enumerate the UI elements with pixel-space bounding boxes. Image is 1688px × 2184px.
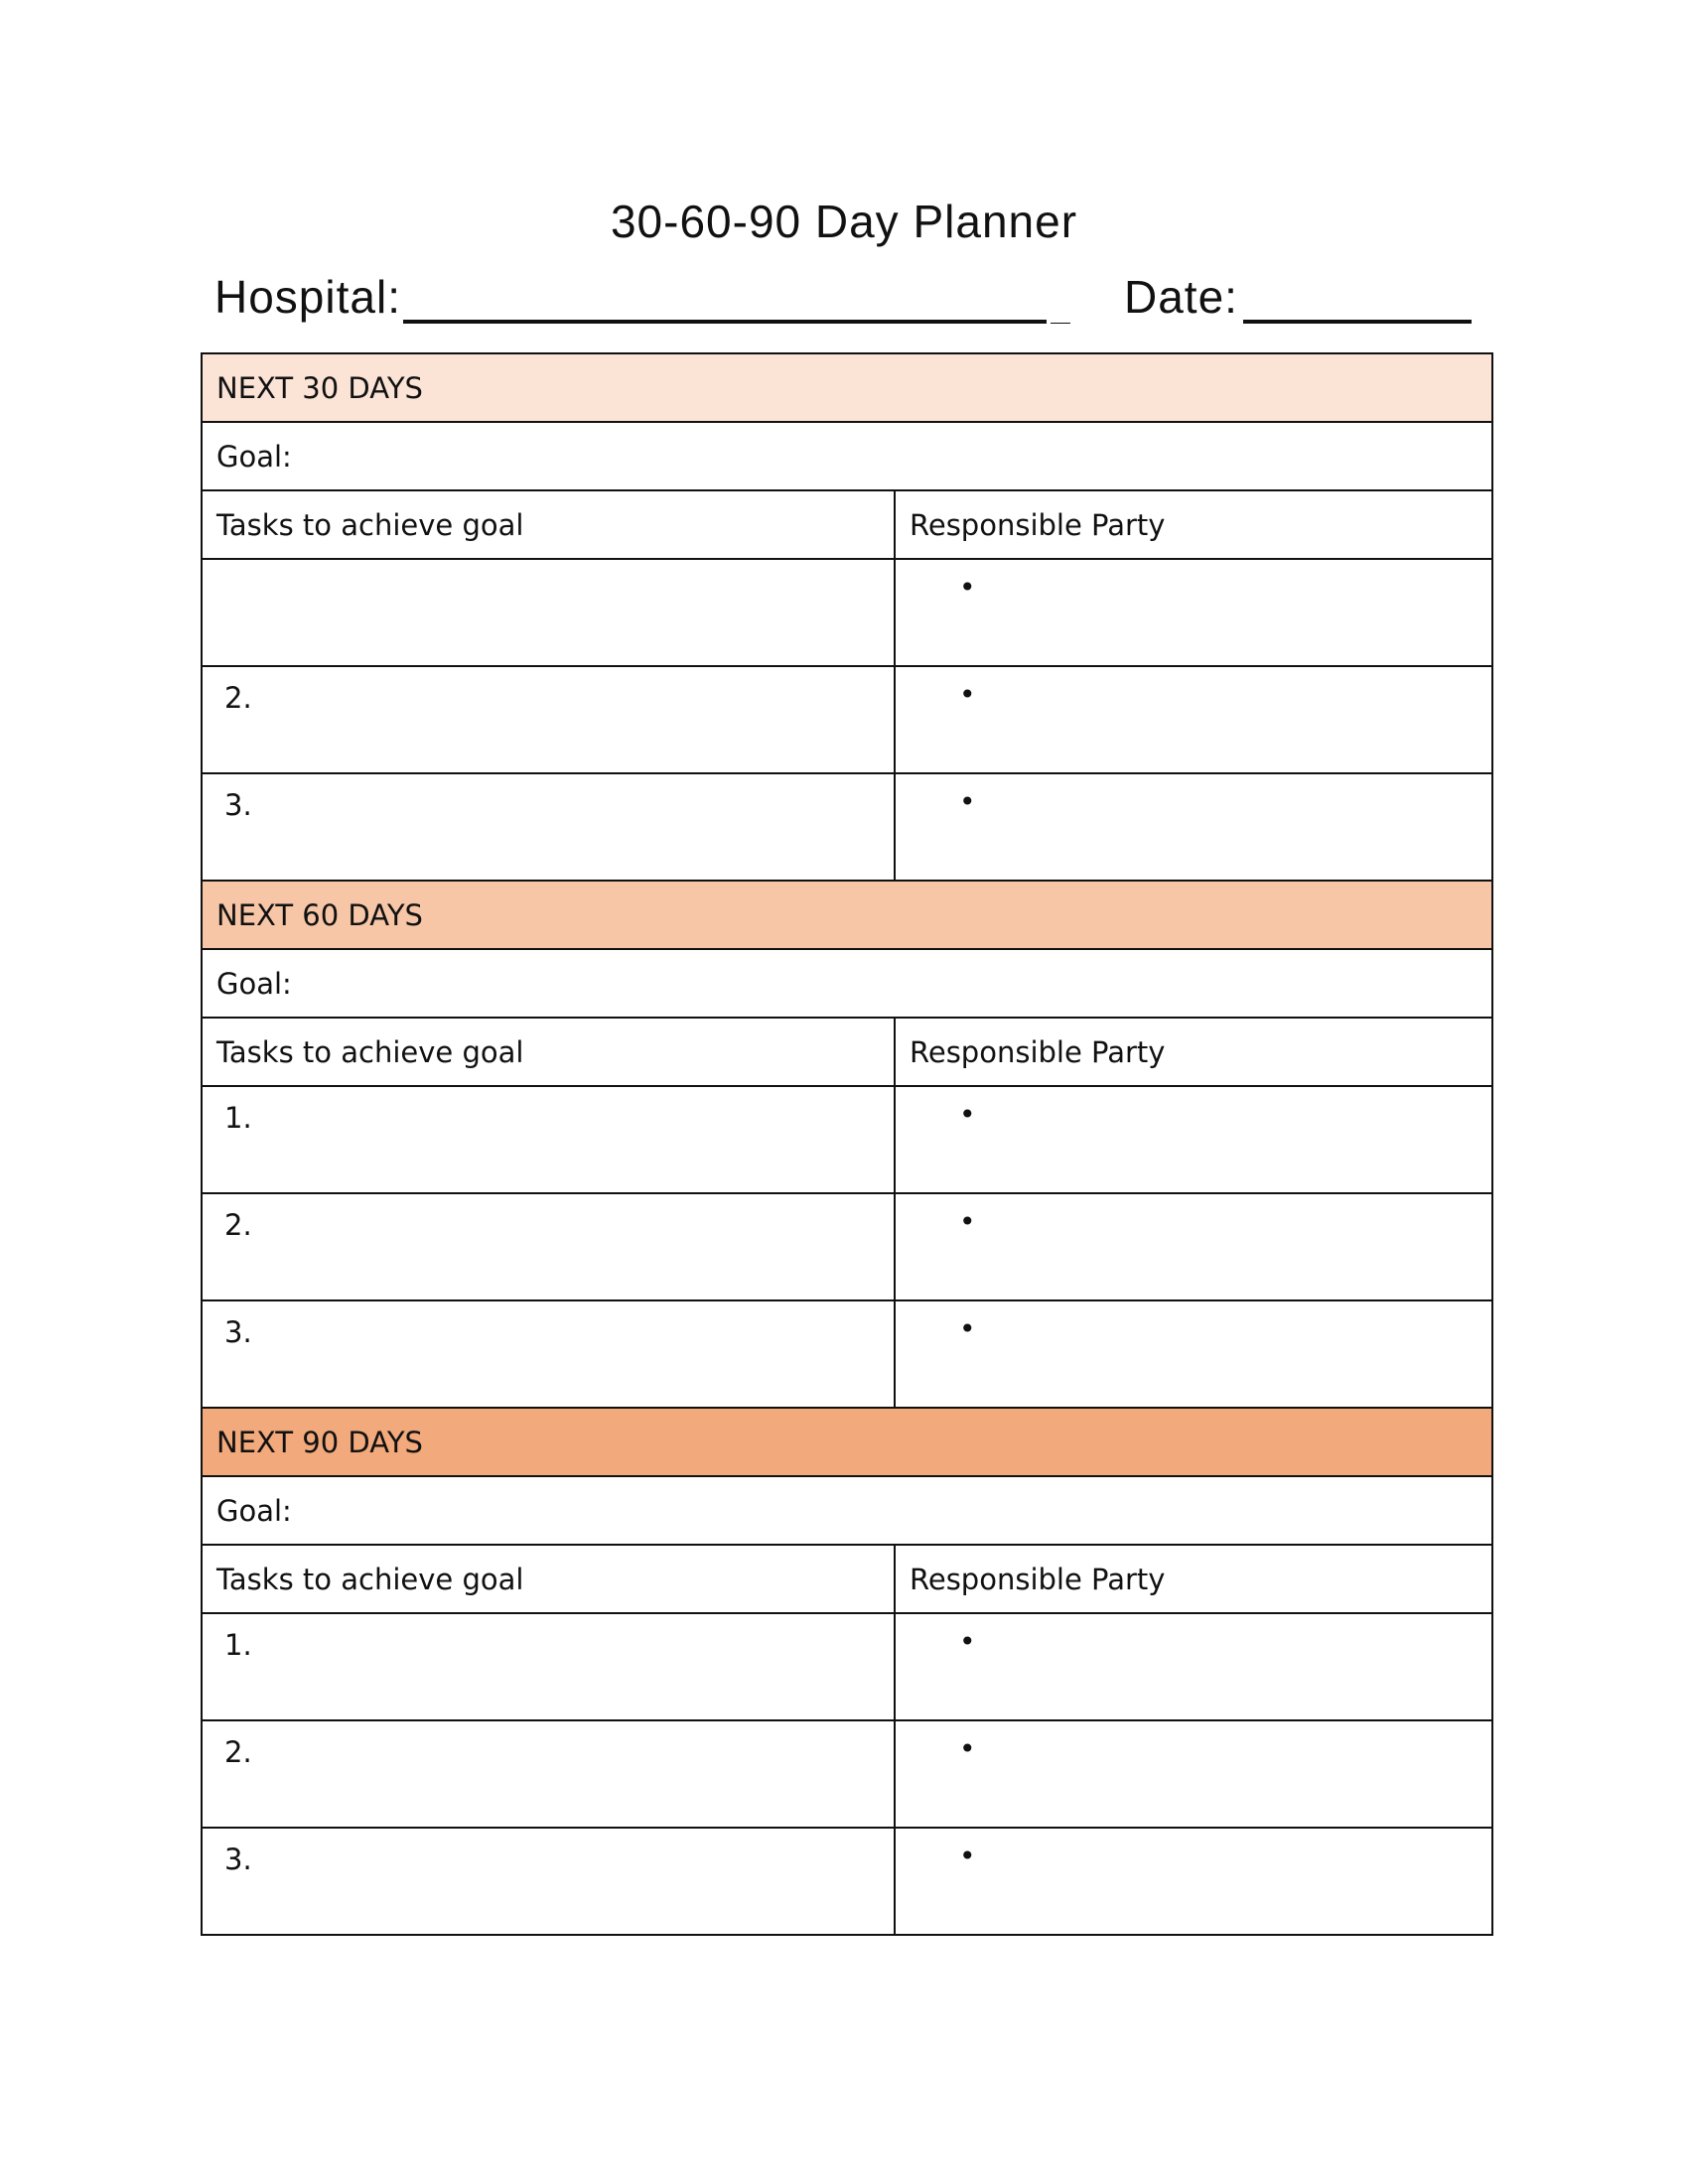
tasks-header: Tasks to achieve goal: [202, 1545, 895, 1613]
hospital-field-tail: [1051, 323, 1070, 324]
tasks-header-row: [202, 1545, 1492, 1613]
task-number: 2.: [224, 681, 252, 715]
bullet-icon: •: [959, 1205, 976, 1238]
task-row: [202, 1720, 1492, 1828]
date-label: Date:: [1124, 271, 1238, 323]
task-number: 3.: [224, 1843, 252, 1876]
task-cell[interactable]: [202, 1086, 895, 1193]
bullet-icon: •: [959, 1625, 976, 1658]
party-cell[interactable]: [895, 1720, 1492, 1828]
section-title: NEXT 90 DAYS: [202, 1408, 1492, 1476]
bullet-icon: •: [959, 1312, 976, 1345]
task-row: [202, 1828, 1492, 1935]
tasks-header: Tasks to achieve goal: [202, 1018, 895, 1086]
tasks-header-row: [202, 1018, 1492, 1086]
section-header-90: [202, 1408, 1492, 1476]
hospital-label: Hospital:: [214, 271, 401, 323]
tasks-header-row: [202, 490, 1492, 559]
party-cell[interactable]: [895, 1300, 1492, 1408]
bullet-icon: •: [959, 1840, 976, 1872]
bullet-icon: •: [959, 571, 976, 604]
task-number: 2.: [224, 1735, 252, 1769]
task-row: [202, 559, 1492, 666]
party-cell[interactable]: [895, 1613, 1492, 1720]
task-cell[interactable]: [202, 559, 895, 666]
party-cell[interactable]: [895, 1086, 1492, 1193]
task-cell[interactable]: [202, 1193, 895, 1300]
bullet-icon: •: [959, 1732, 976, 1765]
bullet-icon: •: [959, 785, 976, 818]
section-header-30: [202, 353, 1492, 422]
task-cell[interactable]: [202, 773, 895, 881]
page-title: 30-60-90 Day Planner: [610, 196, 1078, 247]
planner-table: [201, 352, 1493, 1936]
party-header: Responsible Party: [895, 490, 1492, 559]
party-cell[interactable]: [895, 773, 1492, 881]
bullet-icon: •: [959, 1098, 976, 1131]
task-cell[interactable]: [202, 1828, 895, 1935]
goal-field[interactable]: Goal:: [202, 1476, 1492, 1545]
party-cell[interactable]: [895, 1828, 1492, 1935]
party-cell[interactable]: [895, 666, 1492, 773]
party-header: Responsible Party: [895, 1545, 1492, 1613]
task-cell[interactable]: [202, 1300, 895, 1408]
goal-row: [202, 1476, 1492, 1545]
goal-field[interactable]: Goal:: [202, 422, 1492, 490]
goal-row: [202, 422, 1492, 490]
party-cell[interactable]: [895, 1193, 1492, 1300]
section-title: NEXT 60 DAYS: [202, 881, 1492, 949]
task-number: 3.: [224, 1315, 252, 1349]
task-row: [202, 1193, 1492, 1300]
goal-field[interactable]: Goal:: [202, 949, 1492, 1018]
tasks-header: Tasks to achieve goal: [202, 490, 895, 559]
date-field[interactable]: [1243, 320, 1472, 324]
goal-row: [202, 949, 1492, 1018]
task-row: [202, 773, 1492, 881]
section-title: NEXT 30 DAYS: [202, 353, 1492, 422]
task-cell[interactable]: [202, 1720, 895, 1828]
bullet-icon: •: [959, 678, 976, 711]
task-cell[interactable]: [202, 1613, 895, 1720]
task-number: 2.: [224, 1208, 252, 1242]
header-row: [214, 270, 1472, 330]
hospital-field[interactable]: [403, 320, 1047, 324]
task-row: [202, 1613, 1492, 1720]
task-number: 1.: [224, 1628, 252, 1662]
party-header: Responsible Party: [895, 1018, 1492, 1086]
task-row: [202, 1086, 1492, 1193]
task-row: [202, 666, 1492, 773]
task-row: [202, 1300, 1492, 1408]
task-number: 1.: [224, 1101, 252, 1135]
task-number: 3.: [224, 788, 252, 822]
party-cell[interactable]: [895, 559, 1492, 666]
section-header-60: [202, 881, 1492, 949]
task-cell[interactable]: [202, 666, 895, 773]
